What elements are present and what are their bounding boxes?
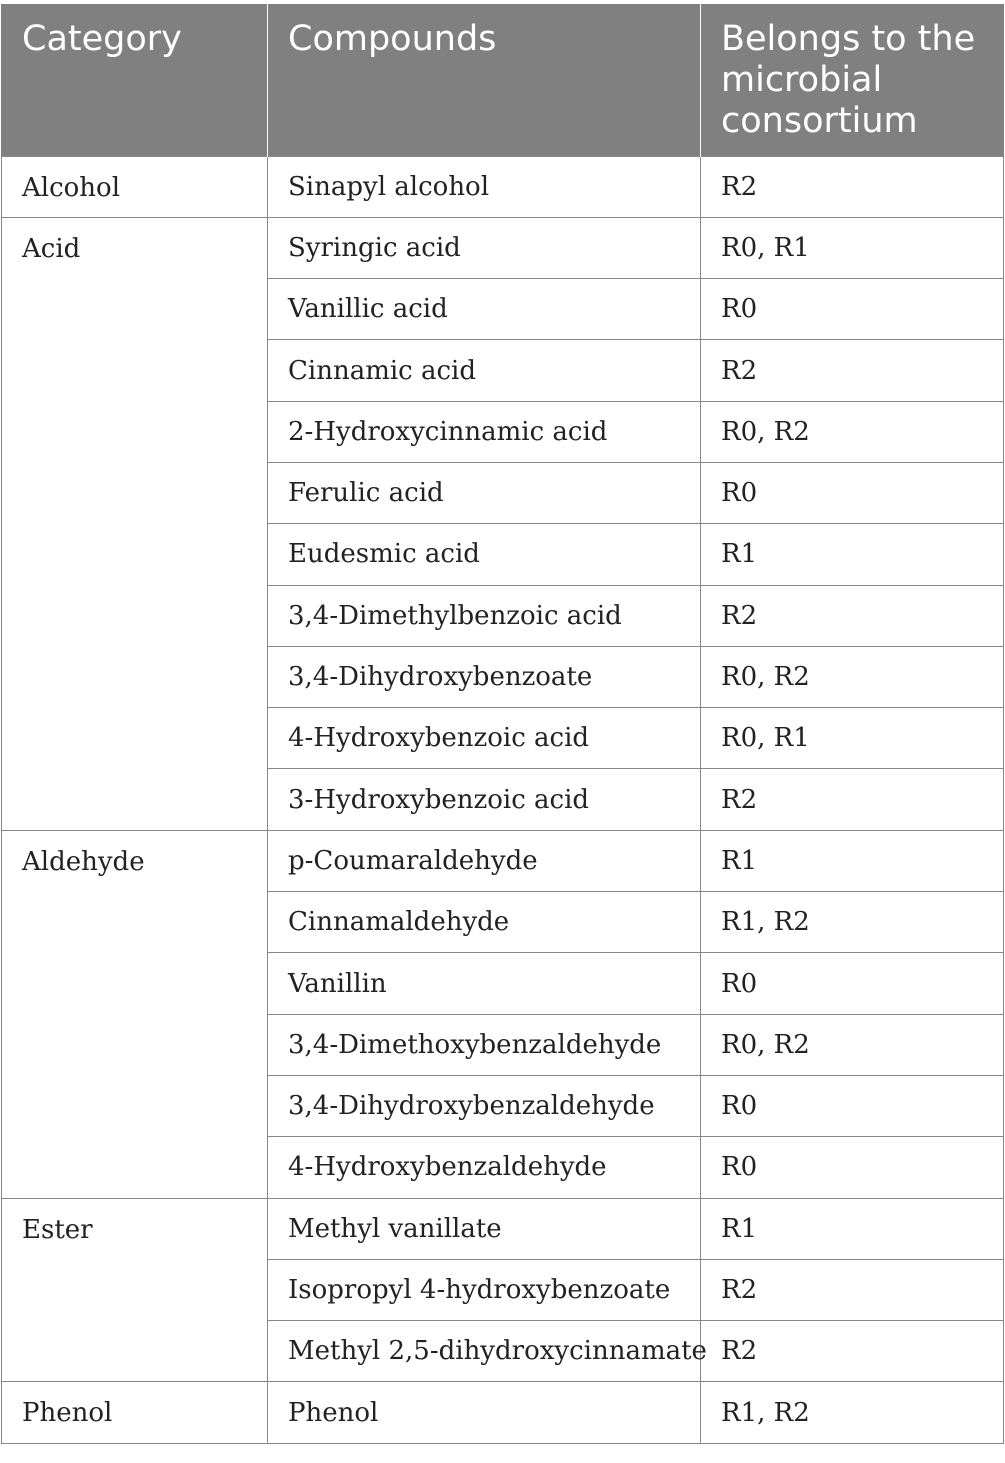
- consortium-cell: R2: [701, 340, 1004, 401]
- consortium-cell: R2: [701, 769, 1004, 830]
- consortium-cell: R0: [701, 1137, 1004, 1198]
- compound-cell: 2-Hydroxycinnamic acid: [268, 401, 701, 462]
- consortium-cell: R0: [701, 279, 1004, 340]
- header-category: Category: [2, 4, 268, 156]
- compound-cell: Isopropyl 4-hydroxybenzoate: [268, 1259, 701, 1320]
- compound-cell: 3,4-Dimethylbenzoic acid: [268, 585, 701, 646]
- consortium-cell: R2: [701, 1321, 1004, 1382]
- consortium-cell: R2: [701, 1259, 1004, 1320]
- consortium-cell: R0, R2: [701, 646, 1004, 707]
- consortium-cell: R0, R1: [701, 217, 1004, 278]
- consortium-cell: R1, R2: [701, 892, 1004, 953]
- consortium-cell: R0: [701, 462, 1004, 523]
- consortium-cell: R0: [701, 953, 1004, 1014]
- category-cell: Alcohol: [2, 156, 268, 217]
- table-row: [2, 830, 1004, 891]
- consortium-cell: R1: [701, 524, 1004, 585]
- compound-cell: 3-Hydroxybenzoic acid: [268, 769, 701, 830]
- consortium-cell: R0, R1: [701, 708, 1004, 769]
- category-cell: Aldehyde: [2, 830, 268, 1198]
- compound-cell: 3,4-Dihydroxybenzoate: [268, 646, 701, 707]
- compound-cell: 3,4-Dihydroxybenzaldehyde: [268, 1075, 701, 1136]
- consortium-cell: R2: [701, 156, 1004, 217]
- compound-cell: Cinnamic acid: [268, 340, 701, 401]
- table-row: [2, 1198, 1004, 1259]
- header-row: [2, 4, 1004, 156]
- table-row: [2, 1382, 1004, 1443]
- compound-cell: Methyl vanillate: [268, 1198, 701, 1259]
- table-row: [2, 217, 1004, 278]
- compound-cell: 4-Hydroxybenzaldehyde: [268, 1137, 701, 1198]
- category-cell: Acid: [2, 217, 268, 830]
- compound-cell: Methyl 2,5-dihydroxycinnamate: [268, 1321, 701, 1382]
- compound-cell: Vanillin: [268, 953, 701, 1014]
- consortium-cell: R1: [701, 830, 1004, 891]
- consortium-cell: R0, R2: [701, 401, 1004, 462]
- compounds-table: [1, 4, 1004, 1444]
- compound-cell: 4-Hydroxybenzoic acid: [268, 708, 701, 769]
- category-cell: Phenol: [2, 1382, 268, 1443]
- compound-cell: 3,4-Dimethoxybenzaldehyde: [268, 1014, 701, 1075]
- compound-cell: p-Coumaraldehyde: [268, 830, 701, 891]
- consortium-cell: R2: [701, 585, 1004, 646]
- header-compounds: Compounds: [268, 4, 701, 156]
- compound-cell: Ferulic acid: [268, 462, 701, 523]
- consortium-cell: R0, R2: [701, 1014, 1004, 1075]
- consortium-cell: R1, R2: [701, 1382, 1004, 1443]
- compound-cell: Eudesmic acid: [268, 524, 701, 585]
- consortium-cell: R1: [701, 1198, 1004, 1259]
- header-consortium: Belongs to the microbial consortium: [701, 4, 1004, 156]
- table-row: [2, 156, 1004, 217]
- table-body: [2, 156, 1004, 1443]
- consortium-cell: R0: [701, 1075, 1004, 1136]
- compound-cell: Sinapyl alcohol: [268, 156, 701, 217]
- category-cell: Ester: [2, 1198, 268, 1382]
- compound-cell: Phenol: [268, 1382, 701, 1443]
- compound-cell: Vanillic acid: [268, 279, 701, 340]
- compound-cell: Cinnamaldehyde: [268, 892, 701, 953]
- table-header: [2, 4, 1004, 156]
- compound-cell: Syringic acid: [268, 217, 701, 278]
